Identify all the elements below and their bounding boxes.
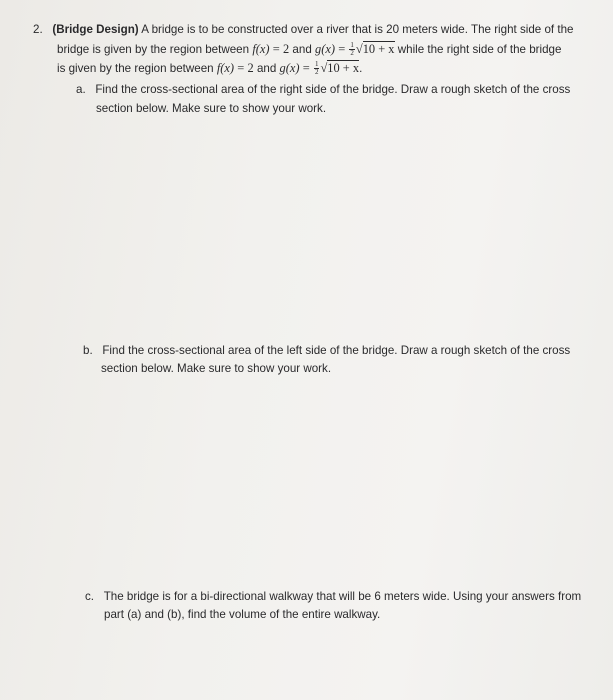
part-a-label: a. xyxy=(76,83,86,96)
fraction-one-half xyxy=(349,42,355,57)
fraction-numerator: 1 xyxy=(314,60,319,69)
constant-two: 2 xyxy=(247,61,254,75)
question-number: 2. xyxy=(33,23,43,36)
part-b-line-2 xyxy=(101,360,331,378)
region-text-right: bridge is given by the region between xyxy=(57,43,250,56)
and-word: and xyxy=(256,62,277,75)
part-c-text-1: The bridge is for a bi-directional walkway that will be 6 meters wide. Using your answers from xyxy=(103,590,582,603)
fraction-denominator: 2 xyxy=(314,68,319,77)
equals-sign: = xyxy=(302,61,310,75)
equals-sign: = xyxy=(272,42,280,56)
question-intro: A bridge is to be constructed over a river that is 20 meters wide. The right side of the xyxy=(141,23,574,36)
part-c-line-2 xyxy=(104,606,380,624)
square-root: √10 + x xyxy=(355,42,395,56)
part-b-text-1: Find the cross-sectional area of the left side of the bridge. Draw a rough sketch of the cross xyxy=(102,344,571,357)
square-root: √10 + x xyxy=(320,61,360,75)
period: . xyxy=(359,62,363,75)
constant-two: 2 xyxy=(282,42,290,56)
fraction-denominator: 2 xyxy=(350,49,354,58)
part-b-line-1 xyxy=(83,342,570,360)
part-c-text-2: part (a) and (b), find the volume of the entire walkway. xyxy=(104,608,381,621)
and-word: and xyxy=(292,43,312,56)
function-f-right: f(x) xyxy=(252,42,270,56)
function-g-right: g(x) xyxy=(315,42,335,56)
radicand: 10 + x xyxy=(327,61,360,75)
part-a-line-1 xyxy=(76,81,570,99)
part-a-text-2: section below. Make sure to show your work. xyxy=(96,102,327,115)
part-a-line-2 xyxy=(96,100,326,118)
equals-sign: = xyxy=(237,61,245,75)
question-title: (Bridge Design) xyxy=(52,23,139,36)
part-c-label: c. xyxy=(85,590,95,603)
region-text-end: while the right side of the bridge xyxy=(397,43,562,56)
region-text-left: is given by the region between xyxy=(57,62,214,75)
radicand: 10 + x xyxy=(362,42,395,56)
function-g-left: g(x) xyxy=(279,61,300,75)
fraction-one-half xyxy=(314,61,320,76)
part-b-label: b. xyxy=(83,344,93,357)
question-line-2 xyxy=(57,40,561,59)
part-a-text-1: Find the cross-sectional area of the right side of the bridge. Draw a rough sketch of the cross xyxy=(95,83,571,96)
question-line-3 xyxy=(57,59,362,78)
part-c-line-1 xyxy=(85,588,581,606)
function-f-left: f(x) xyxy=(216,61,235,75)
part-b-text-2: section below. Make sure to show your work. xyxy=(101,362,332,375)
equals-sign: = xyxy=(338,42,346,56)
fraction-numerator: 1 xyxy=(350,41,354,50)
question-line-1 xyxy=(33,21,573,39)
